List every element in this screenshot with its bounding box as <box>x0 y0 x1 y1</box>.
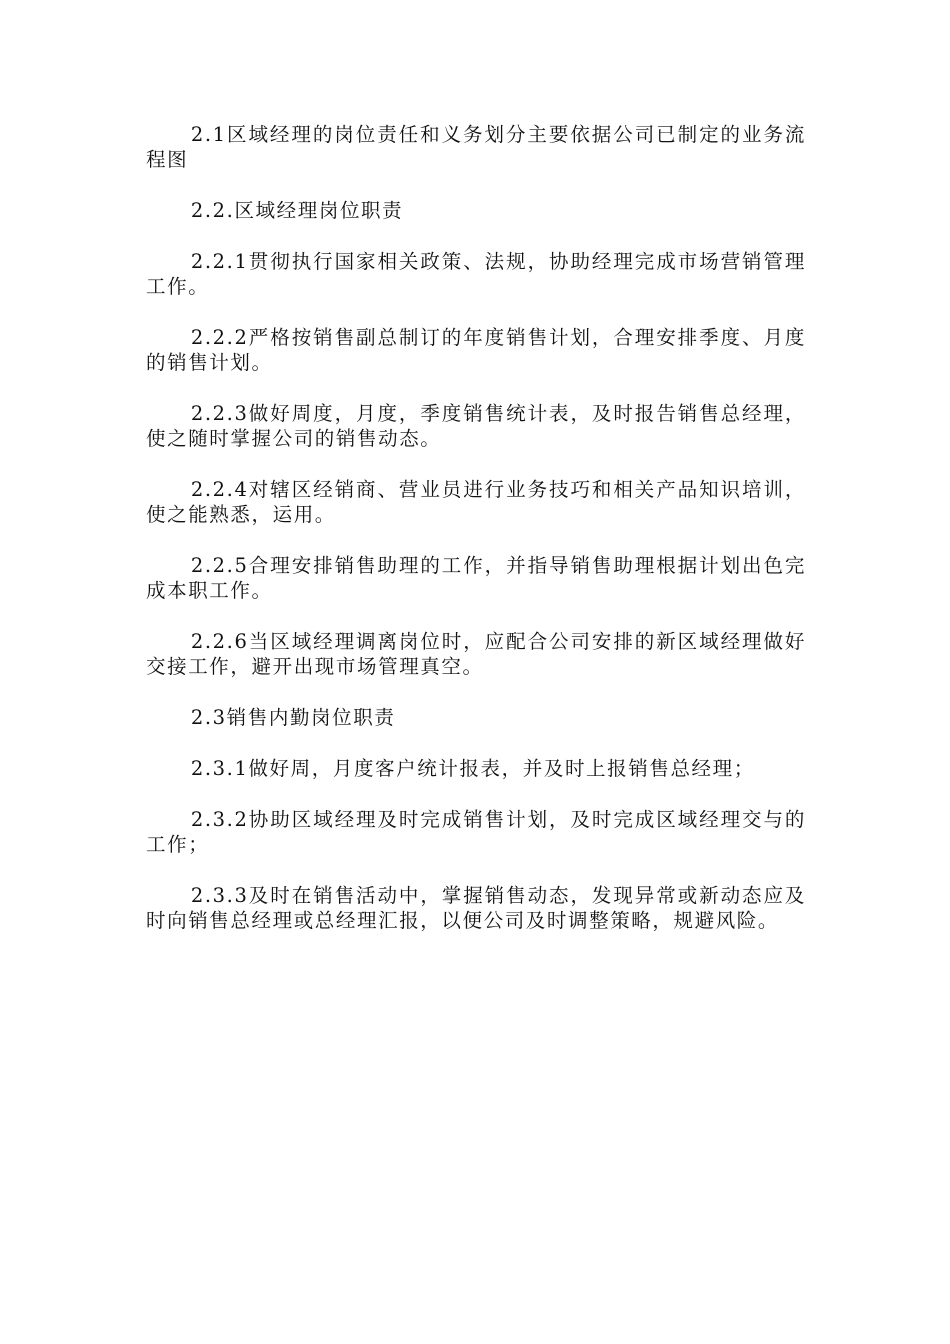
paragraph-2-3-2: 2.3.2协助区域经理及时完成销售计划，及时完成区域经理交与的工作； <box>146 808 806 856</box>
paragraph-2-3-1: 2.3.1做好周，月度客户统计报表，并及时上报销售总经理； <box>190 757 755 780</box>
heading-2-2: 2.2.区域经理岗位职责 <box>190 199 404 222</box>
document-body <box>146 122 806 959</box>
paragraph-2-2-4: 2.2.4对辖区经销商、营业员进行业务技巧和相关产品知识培训，使之能熟悉，运用。 <box>146 478 806 526</box>
paragraph-2-2-3: 2.2.3做好周度，月度，季度销售统计表，及时报告销售总经理，使之随时掌握公司的销售动态。 <box>146 402 806 450</box>
paragraph-2-1: 2.1区域经理的岗位责任和义务划分主要依据公司已制定的业务流程图 <box>146 123 806 171</box>
paragraph-2-3-3: 2.3.3及时在销售活动中，掌握销售动态，发现异常或新动态应及时向销售总经理或总经理汇报，以便公司及时调整策略，规避风险。 <box>146 884 806 932</box>
paragraph-2-2-1: 2.2.1贯彻执行国家相关政策、法规，协助经理完成市场营销管理工作。 <box>146 250 806 298</box>
paragraph-2-2-2: 2.2.2严格按销售副总制订的年度销售计划，合理安排季度、月度的销售计划。 <box>146 326 806 374</box>
paragraph-2-2-5: 2.2.5合理安排销售助理的工作，并指导销售助理根据计划出色完成本职工作。 <box>146 554 806 602</box>
heading-2-3: 2.3销售内勤岗位职责 <box>190 706 396 729</box>
paragraph-2-2-6: 2.2.6当区域经理调离岗位时，应配合公司安排的新区域经理做好交接工作，避开出现市场管理真空。 <box>146 630 806 678</box>
